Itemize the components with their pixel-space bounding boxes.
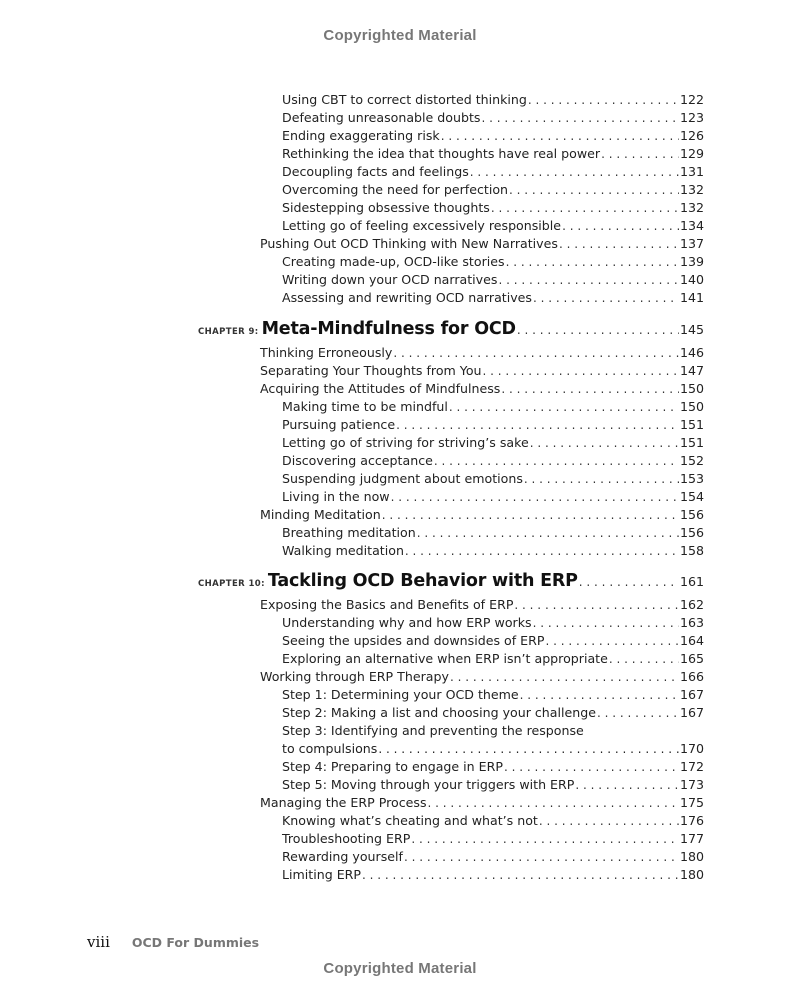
leader-dots <box>517 321 679 339</box>
leader-dots <box>579 573 679 591</box>
toc-entry-label: Creating made-up, OCD-like stories <box>282 254 505 269</box>
toc-entry-label: Exploring an alternative when ERP isn’t appropriate <box>282 651 608 666</box>
leader-dots <box>391 488 679 506</box>
toc-entry-label: Rethinking the idea that thoughts have real power <box>282 146 601 161</box>
toc-entry[interactable] <box>282 542 704 560</box>
leader-dots <box>533 289 679 307</box>
toc-entry-label: Letting go of striving for striving’s sake <box>282 435 529 450</box>
toc-entry[interactable] <box>282 614 704 632</box>
toc-entry-label: Decoupling facts and feelings <box>282 164 469 179</box>
toc-entry[interactable] <box>282 524 704 542</box>
leader-dots <box>393 344 679 362</box>
toc-entry[interactable] <box>282 434 704 452</box>
chapter-number: CHAPTER 9: <box>198 327 259 337</box>
toc-entry-label: Pursuing patience <box>282 417 396 432</box>
page-footer <box>87 933 259 951</box>
toc-entry-page: 126 <box>679 128 704 143</box>
toc-entry-page: 123 <box>679 110 704 125</box>
toc-entry-page: 152 <box>679 453 704 468</box>
book-title: OCD For Dummies <box>131 935 260 950</box>
leader-dots <box>470 163 679 181</box>
toc-entry-label: Thinking Erroneously <box>260 345 393 360</box>
toc-entry-page: 158 <box>679 543 704 558</box>
toc-entry-label: Overcoming the need for perfection <box>282 182 509 197</box>
toc-entry[interactable] <box>282 758 704 776</box>
leader-dots <box>405 542 679 560</box>
toc-entry-page: 129 <box>679 146 704 161</box>
toc-entry[interactable] <box>282 470 704 488</box>
leader-dots <box>506 253 679 271</box>
toc-entry-label: Writing down your OCD narratives <box>282 272 498 287</box>
copyright-watermark-bottom: Copyrighted Material <box>323 960 477 977</box>
toc-entry[interactable] <box>282 181 704 199</box>
toc-entry-label: Exposing the Basics and Benefits of ERP <box>260 597 514 612</box>
leader-dots <box>562 217 679 235</box>
toc-entry-page: 164 <box>679 633 704 648</box>
leader-dots <box>501 380 679 398</box>
toc-entry-label: Ending exaggerating risk <box>282 128 440 143</box>
toc-section[interactable] <box>260 380 704 398</box>
copyright-watermark-top: Copyrighted Material <box>323 27 477 44</box>
toc-entry-label: Step 5: Moving through your triggers with ERP <box>282 777 575 792</box>
toc-entry-page: 139 <box>679 254 704 269</box>
toc-entry-page: 154 <box>679 489 704 504</box>
toc-entry-page: 151 <box>679 435 704 450</box>
toc-entry-label: Breathing meditation <box>282 525 416 540</box>
toc-entry-page: 167 <box>679 687 704 702</box>
leader-dots <box>530 434 679 452</box>
leader-dots <box>601 145 679 163</box>
toc-section[interactable] <box>260 362 704 380</box>
toc-entry-page: 165 <box>679 651 704 666</box>
toc-entry-label: Making time to be mindful <box>282 399 448 414</box>
toc-entry-label: Step 3: Identifying and preventing the response <box>282 723 584 738</box>
leader-dots <box>524 470 679 488</box>
toc-entry-label: Assessing and rewriting OCD narratives <box>282 290 532 305</box>
toc-entry-page: 132 <box>679 200 704 215</box>
toc-entry-label: Acquiring the Attitudes of Mindfulness <box>260 381 501 396</box>
toc-entry-page: 176 <box>679 813 704 828</box>
toc-entry-label: Seeing the upsides and downsides of ERP <box>282 633 545 648</box>
toc-entry-multiline[interactable] <box>282 722 704 758</box>
toc-entry[interactable] <box>282 704 704 722</box>
toc-section[interactable] <box>260 668 704 686</box>
leader-dots <box>575 776 679 794</box>
toc-section[interactable] <box>260 344 704 362</box>
toc-entry-label: Suspending judgment about emotions <box>282 471 523 486</box>
toc-entry[interactable] <box>282 145 704 163</box>
toc-entry[interactable] <box>282 253 704 271</box>
toc-entry[interactable] <box>282 452 704 470</box>
toc-entry-label: Discovering acceptance <box>282 453 433 468</box>
leader-dots <box>509 181 679 199</box>
toc-entry-page: 132 <box>679 182 704 197</box>
toc-entry-label: Understanding why and how ERP works <box>282 615 532 630</box>
leader-dots <box>528 91 679 109</box>
toc-entry-label: Step 2: Making a list and choosing your challenge <box>282 705 596 720</box>
toc-entry-page: 141 <box>679 290 704 305</box>
toc-entry-label: Working through ERP Therapy <box>260 669 449 684</box>
leader-dots <box>498 271 679 289</box>
toc-entry-page: 175 <box>679 795 704 810</box>
toc-entry[interactable] <box>282 488 704 506</box>
toc-entry[interactable] <box>282 271 704 289</box>
chapter-10-heading[interactable] <box>198 572 704 593</box>
toc-entry-page: 150 <box>679 399 704 414</box>
toc-entry[interactable] <box>282 91 704 109</box>
toc-entry-page: 156 <box>679 525 704 540</box>
toc-entry-page: 122 <box>679 92 704 107</box>
toc-entry-label-continued: to compulsions <box>282 741 378 756</box>
toc-entry[interactable] <box>282 686 704 704</box>
leader-dots <box>504 758 679 776</box>
toc-entry-label: Sidestepping obsessive thoughts <box>282 200 490 215</box>
chapter-title: Meta-Mindfulness for OCD <box>261 319 516 339</box>
toc-entry[interactable] <box>282 398 704 416</box>
toc-entry[interactable] <box>282 848 704 866</box>
toc-entry-label: Pushing Out OCD Thinking with New Narratives <box>260 236 558 251</box>
toc-entry-label: Limiting ERP <box>282 867 361 882</box>
leader-dots <box>609 650 679 668</box>
toc-entry-page: 167 <box>679 705 704 720</box>
leader-dots <box>483 362 679 380</box>
toc-entry[interactable] <box>282 163 704 181</box>
toc-entry-page: 172 <box>679 759 704 774</box>
toc-entry-page: 180 <box>679 849 704 864</box>
toc-section[interactable] <box>260 596 704 614</box>
toc-entry-page: 150 <box>679 381 704 396</box>
leader-dots <box>382 506 679 524</box>
leader-dots <box>559 235 679 253</box>
leader-dots <box>481 109 678 127</box>
toc-entry[interactable] <box>282 127 704 145</box>
toc-entry-label: Living in the now <box>282 489 390 504</box>
leader-dots <box>514 596 679 614</box>
leader-dots <box>362 866 679 884</box>
toc-entry[interactable] <box>282 776 704 794</box>
toc-entry-label: Using CBT to correct distorted thinking <box>282 92 527 107</box>
toc-entry-label: Rewarding yourself <box>282 849 403 864</box>
toc-entry-label: Managing the ERP Process <box>260 795 427 810</box>
chapter-title: Tackling OCD Behavior with ERP <box>267 571 578 591</box>
toc-entry-label: Step 1: Determining your OCD theme <box>282 687 519 702</box>
toc-entry[interactable] <box>282 830 704 848</box>
toc-entry-page: 146 <box>679 345 704 360</box>
toc-section[interactable] <box>260 235 704 253</box>
page-folio: viii <box>87 933 110 951</box>
toc-entry[interactable] <box>282 289 704 307</box>
leader-dots <box>449 398 679 416</box>
leader-dots <box>520 686 679 704</box>
toc-section[interactable] <box>260 794 704 812</box>
chapter-9-heading[interactable] <box>198 320 704 341</box>
toc-entry-page: 134 <box>679 218 704 233</box>
chapter-page: 161 <box>679 574 704 589</box>
leader-dots <box>597 704 679 722</box>
leader-dots <box>539 812 679 830</box>
toc-entry[interactable] <box>282 217 704 235</box>
toc-entry-page: 151 <box>679 417 704 432</box>
toc-entry-label: Letting go of feeling excessively responsible <box>282 218 562 233</box>
toc-section[interactable] <box>260 506 704 524</box>
toc-entry-label: Defeating unreasonable doubts <box>282 110 481 125</box>
toc-entry[interactable] <box>282 812 704 830</box>
leader-dots <box>533 614 679 632</box>
toc-entry-label: Troubleshooting ERP <box>282 831 411 846</box>
leader-dots <box>428 794 679 812</box>
toc-entry-page: 166 <box>679 669 704 684</box>
toc-entry-page: 147 <box>679 363 704 378</box>
toc-entry[interactable] <box>282 199 704 217</box>
toc-entry[interactable] <box>282 632 704 650</box>
toc-entry-page: 177 <box>679 831 704 846</box>
leader-dots <box>491 199 679 217</box>
toc-entry-page: 153 <box>679 471 704 486</box>
toc-entry-page: 173 <box>679 777 704 792</box>
toc-entry-page: 140 <box>679 272 704 287</box>
leader-dots <box>434 452 679 470</box>
toc-entry-page: 163 <box>679 615 704 630</box>
toc-entry-page: 156 <box>679 507 704 522</box>
leader-dots <box>396 416 679 434</box>
toc-entry-label: Walking meditation <box>282 543 404 558</box>
toc-entry-label: Minding Meditation <box>260 507 381 522</box>
leader-dots <box>378 740 679 758</box>
toc-entry-page: 170 <box>679 741 704 756</box>
toc-entry-label: Knowing what’s cheating and what’s not <box>282 813 538 828</box>
leader-dots <box>450 668 679 686</box>
toc-entry[interactable] <box>282 866 704 884</box>
leader-dots <box>417 524 679 542</box>
leader-dots <box>545 632 678 650</box>
leader-dots <box>411 830 679 848</box>
toc-entry[interactable] <box>282 109 704 127</box>
toc-entry-label: Step 4: Preparing to engage in ERP <box>282 759 503 774</box>
toc-entry-page: 131 <box>679 164 704 179</box>
toc-entry-page: 137 <box>679 236 704 251</box>
toc-entry-label: Separating Your Thoughts from You <box>260 363 482 378</box>
chapter-number: CHAPTER 10: <box>198 579 265 589</box>
toc-entry[interactable] <box>282 416 704 434</box>
toc-entry[interactable] <box>282 650 704 668</box>
chapter-page: 145 <box>679 322 704 337</box>
leader-dots <box>441 127 679 145</box>
leader-dots <box>404 848 679 866</box>
toc-entry-page: 180 <box>679 867 704 882</box>
toc-entry-page: 162 <box>679 597 704 612</box>
